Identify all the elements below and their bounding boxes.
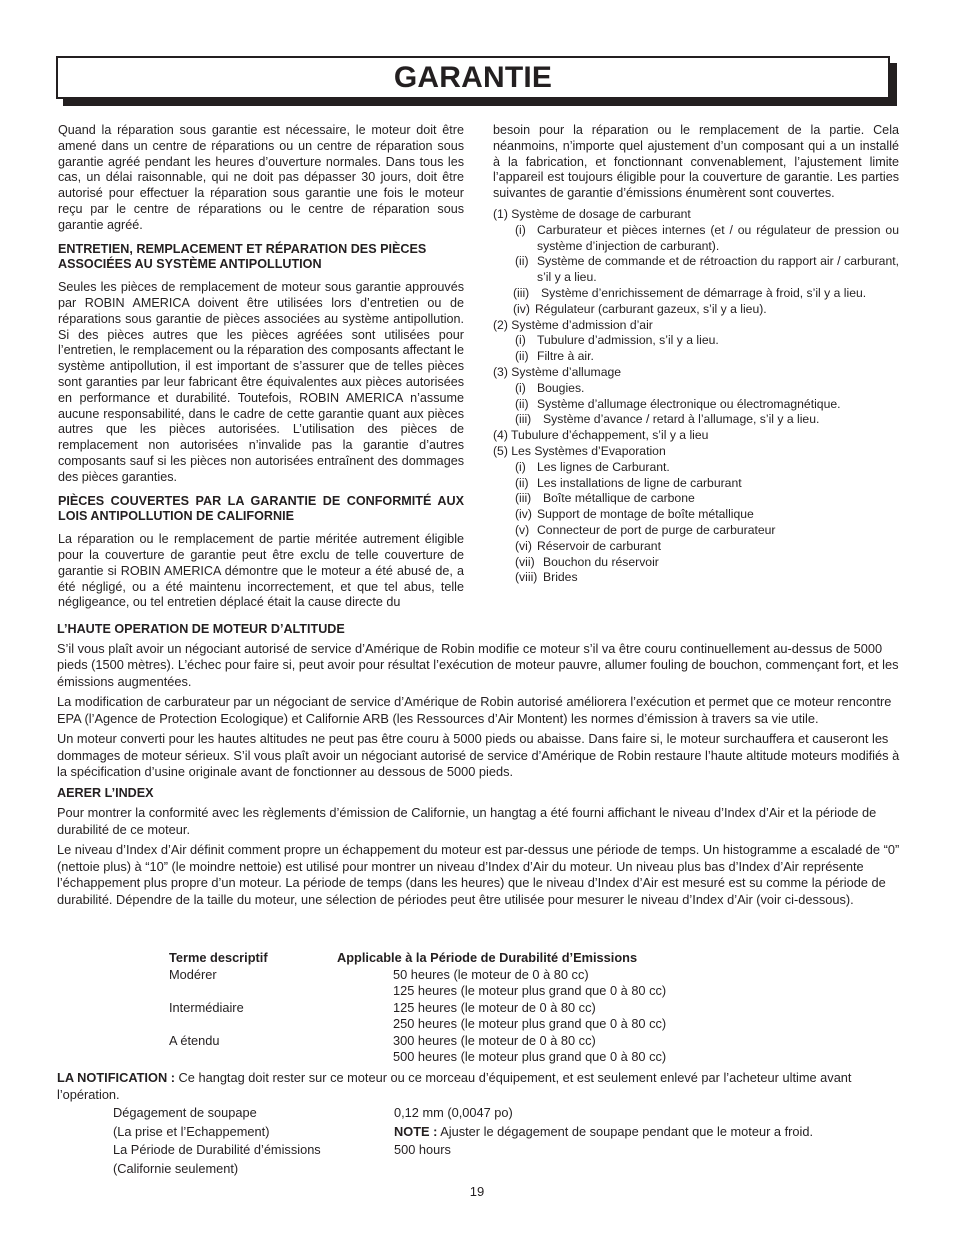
- left-column: [58, 123, 464, 619]
- durability-period: 125 heures (le moteur plus grand que 0 à 80 cc): [393, 983, 667, 998]
- list-item: [493, 507, 899, 523]
- durability-table: [169, 950, 737, 1066]
- list-item-number: (iv): [515, 507, 532, 522]
- list-item: [493, 523, 899, 539]
- list-item: [493, 491, 899, 507]
- durability-term: [169, 1016, 337, 1033]
- durability-term: Modérer: [169, 966, 217, 982]
- durability-term: [169, 983, 337, 1000]
- covered-parts-paragraph: La réparation ou le remplacement de partie méritée autrement éligible pour la couverture de garantie peut être exclu de telle couverture de garantie si ROBIN AMERICA démontre que le moteur a été abusé de, a été négligé, ou a été maintenu incorrectement, et que tel abus, telle négligeance, ou tel entretien déplacé était la cause directe du: [58, 532, 464, 610]
- altitude-paragraph-3: Un moteur converti pour les hautes altitudes ne peut pas être couru à 5000 pieds ou abaisse. Dans faire si, le moteur surchauffera et causeront les dommages de moteur sérieux. S’il vous plaît avoir un négociant autorisé de service d’Amérique de Robin restaure l’haute altitude moteurs modifiés à la spécification d’usine originale avant de fonctionner au dessous de 5000 pieds.: [57, 731, 900, 779]
- spec-row: [113, 1104, 813, 1123]
- durability-header-row: [169, 950, 737, 967]
- list-item: [493, 286, 899, 302]
- list-item-number: (vi): [515, 538, 532, 553]
- durability-term: A étendu: [169, 1032, 220, 1048]
- list-item-text: Régulateur (carburant gazeux, s’il y a lieu).: [535, 301, 767, 316]
- air-index-heading: AERER L’INDEX: [57, 785, 154, 800]
- list-item: (3) Système d’allumage: [493, 364, 622, 379]
- covered-parts-list: [493, 207, 899, 586]
- durability-row: [169, 967, 737, 984]
- section-heading-maintenance: ENTRETIEN, REMPLACEMENT ET RÉPARATION DES PIÈCES ASSOCIÉES AU SYSTÈME ANTIPOLLUTION: [58, 241, 427, 272]
- note-text: Ajuster le dégagement de soupape pendant que le moteur a froid.: [437, 1123, 814, 1139]
- air-index-paragraph-2: Le niveau d’Index d’Air définit comment propre un échappement du moteur est par-dessus une période de temps. Un histogramme a escaladé de “0” (nettoie plus) à “10” (le moindre nettoie) est utilisé pour montrer un niveau d’Index d’Air du moteur. Un niveau plus bas d’Index d’Air représente l’échappement plus propre d’un moteur. La période de temps (dans les heures) que le niveau d’Index d’Air est mesuré est su comme la période de durabilité. Dépendre de la taille du moteur, une sélection de périodes peut être utilisée pour mesurer le niveau d’Index d’Air (voir ci-dessous).: [57, 842, 900, 907]
- spec-label: La Période de Durabilité d’émissions: [113, 1142, 321, 1157]
- spec-table: [113, 1104, 813, 1178]
- list-item: [493, 412, 899, 428]
- durability-row: [169, 1049, 737, 1066]
- list-item-number: (i): [515, 380, 526, 395]
- spec-label: Dégagement de soupape: [113, 1105, 257, 1120]
- durability-period: 500 heures (le moteur plus grand que 0 à 80 cc): [393, 1049, 667, 1064]
- list-item: [493, 349, 899, 365]
- list-item: [493, 397, 899, 413]
- list-item: [493, 555, 899, 571]
- intro-paragraph: Quand la réparation sous garantie est nécessaire, le moteur doit être amené dans un centre de réparations ou un centre de réparation sous garantie agréé pendant les heures d’ouverture normales. Dans tous les cas, un délai raisonnable, qui ne doit pas dépasser 30 jours, doit être autorisé pour effectuer la réparation sous garantie une fois le moteur reçu par le centre de réparations ou le centre de réparation sous garantie agréé.: [58, 123, 464, 232]
- list-item: [493, 476, 899, 492]
- altitude-heading: L’HAUTE OPERATION DE MOTEUR D’ALTITUDE: [57, 622, 345, 636]
- list-item-number: (iv): [513, 301, 530, 316]
- spec-value: 500 hours: [394, 1142, 451, 1157]
- spec-label: (Californie seulement): [113, 1160, 239, 1176]
- list-item-text: Support de montage de boîte métallique: [537, 507, 754, 522]
- list-item-text: Réservoir de carburant: [537, 538, 661, 553]
- list-item-number: (i): [515, 333, 526, 348]
- durability-row: [169, 1033, 737, 1050]
- list-item-number: (i): [515, 459, 526, 474]
- list-item-text: Brides: [543, 570, 578, 585]
- page-title: GARANTIE: [393, 61, 553, 94]
- list-item-text: Système d’enrichissement de démarrage à froid, s’il y a lieu.: [541, 285, 867, 300]
- durability-term: Intermédiaire: [169, 999, 244, 1015]
- list-item-text: Filtre à air.: [537, 349, 594, 364]
- list-item-number: (viii): [515, 570, 538, 585]
- notification-label: LA NOTIFICATION :: [57, 1070, 175, 1085]
- header-term: Terme descriptif: [169, 950, 268, 965]
- altitude-paragraph-1: S’il vous plaît avoir un négociant autorisé de service d’Amérique de Robin modifie ce moteur s’il va être couru continuellement au-dessus de 5000 pieds (1500 mètres). L’échec pour faire si, peut avoir pour résultat l’exécution de moteur pauvre, allumer fouling de bouchon, commençant fort, et les émissions augmentées.: [57, 640, 899, 689]
- list-item: (1) Système de dosage de carburant: [493, 206, 691, 221]
- notification: [57, 1070, 900, 1103]
- list-item-number: (ii): [515, 349, 529, 364]
- maintenance-paragraph: Seules les pièces de remplacement de moteur sous garantie approuvés par ROBIN AMERICA doivent être utilisées lors d’entretien ou de réparations sous garantie de pièces associées au système antipollution. Si des pièces autres que les pièces agréées sont utilisées pour l’entretien, le remplacement ou la réparation des composants affectant le système antipollution, il est important de s’assurer que de telles pièces sont garanties par leur fabricant être équivalentes aux pièces autorisées en performance et durabilité. Toutefois, ROBIN AMERICA n’assume aucune responsabilité, dans le cadre de cette garantie quant aux pièces autres que les pièces autorisées. L’utilisation des pièces de remplacement non autorisées n’invalide pas la garantie d’autres composants sauf si les pièces non autorisées entraînent des dommages des pièces garanties.: [58, 280, 464, 484]
- continued-paragraph: besoin pour la réparation ou le remplacement de la partie. Cela néanmoins, n’importe quel ajustement d’un composant qui a un installé à la fabrication, et fonctionnant convenablement, l’ajustement limite l’appareil est toujours éligible pour la couverture de garantie. Les parties suivantes de garantie d’émissions énumèrent sont couvertes.: [493, 123, 899, 201]
- list-item-text: Connecteur de port de purge de carburateur: [537, 522, 776, 537]
- durability-row: [169, 1016, 737, 1033]
- list-item-number: (ii): [515, 475, 529, 490]
- durability-row: [169, 983, 737, 1000]
- list-item: [493, 302, 899, 318]
- list-item: (5) Les Systèmes d’Evaporation: [493, 443, 666, 458]
- list-item: [493, 570, 899, 586]
- list-item-text: Bouchon du réservoir: [543, 554, 659, 569]
- durability-period: 125 heures (le moteur de 0 à 80 cc): [393, 999, 596, 1015]
- list-item: [493, 254, 899, 286]
- spec-note: [394, 1123, 813, 1142]
- note-label: NOTE :: [394, 1123, 438, 1139]
- list-item-number: (ii): [515, 254, 529, 269]
- title-box: [56, 56, 890, 99]
- durability-period: 250 heures (le moteur plus grand que 0 à 80 cc): [393, 1016, 667, 1031]
- list-item: (4) Tubulure d’échappement, s’il y a lieu: [493, 428, 709, 443]
- list-item: [493, 381, 899, 397]
- list-item: [493, 223, 899, 255]
- list-item-text: Système d’allumage électronique ou électromagnétique.: [537, 396, 841, 411]
- list-item-text: Système d’avance / retard à l’allumage, s’il y a lieu.: [543, 412, 820, 427]
- durability-period: 50 heures (le moteur de 0 à 80 cc): [393, 966, 589, 982]
- durability-row: [169, 1000, 737, 1017]
- spec-row: [113, 1141, 813, 1160]
- list-item: [493, 333, 899, 349]
- list-item: [493, 539, 899, 555]
- notification-text: Ce hangtag doit rester sur ce moteur ou ce morceau d’équipement, et est seulement enlevé par l’acheteur ultime avant l’opération.: [57, 1070, 852, 1102]
- altitude-paragraph-2: La modification de carburateur par un négociant de service d’Amérique de Robin autorisé améliorera l’exécution et permet que ce moteur rencontre EPA (l’Agence de Protection Ecologique) et Californie ARB (les Ressources d’Air Montent) les normes d’émission à travers sa vie utile.: [57, 694, 892, 726]
- spec-label: (La prise et l’Echappement): [113, 1123, 270, 1139]
- list-item-number: (ii): [515, 396, 529, 411]
- altitude-section: [57, 621, 900, 908]
- list-item-text: Les installations de ligne de carburant: [537, 475, 742, 490]
- list-item-text: Les lignes de Carburant.: [537, 459, 670, 474]
- list-item-number: (iii): [515, 412, 532, 427]
- right-column: [493, 123, 899, 586]
- list-item-number: (iii): [515, 491, 532, 506]
- list-item-number: (i): [515, 222, 526, 237]
- spec-row: [113, 1160, 813, 1179]
- list-item: [493, 460, 899, 476]
- page-number: 19: [469, 1184, 485, 1199]
- list-item-text: Carburateur et pièces internes (et / ou régulateur de pression ou système d’injection de carburant).: [537, 222, 899, 253]
- air-index-paragraph-1: Pour montrer la conformité avec les règlements d’émission de Californie, un hangtag a été fourni affichant le niveau d’Index d’Air et la période de durabilité de ce moteur.: [57, 805, 877, 837]
- list-item-number: (iii): [513, 285, 530, 300]
- list-item-text: Boîte métallique de carbone: [543, 491, 695, 506]
- durability-period: 300 heures (le moteur de 0 à 80 cc): [393, 1032, 596, 1048]
- spec-row: [113, 1123, 813, 1142]
- spec-value: 0,12 mm (0,0047 po): [394, 1105, 513, 1120]
- list-item: (2) Système d’admission d’air: [493, 317, 653, 332]
- durability-term: [169, 1049, 337, 1066]
- list-item-text: Système de commande et de rétroaction du rapport air / carburant, s’il y a lieu.: [537, 254, 899, 285]
- list-item-text: Tubulure d’admission, s’il y a lieu.: [537, 333, 719, 348]
- list-item-number: (v): [515, 522, 530, 537]
- list-item-number: (vii): [515, 554, 535, 569]
- section-heading-covered-parts: PIÈCES COUVERTES PAR LA GARANTIE DE CONFORMITÉ AUX LOIS ANTIPOLLUTION DE CALIFORNIE: [58, 493, 464, 524]
- header-period: Applicable à la Période de Durabilité d’Emissions: [337, 950, 638, 965]
- list-item-text: Bougies.: [537, 380, 585, 395]
